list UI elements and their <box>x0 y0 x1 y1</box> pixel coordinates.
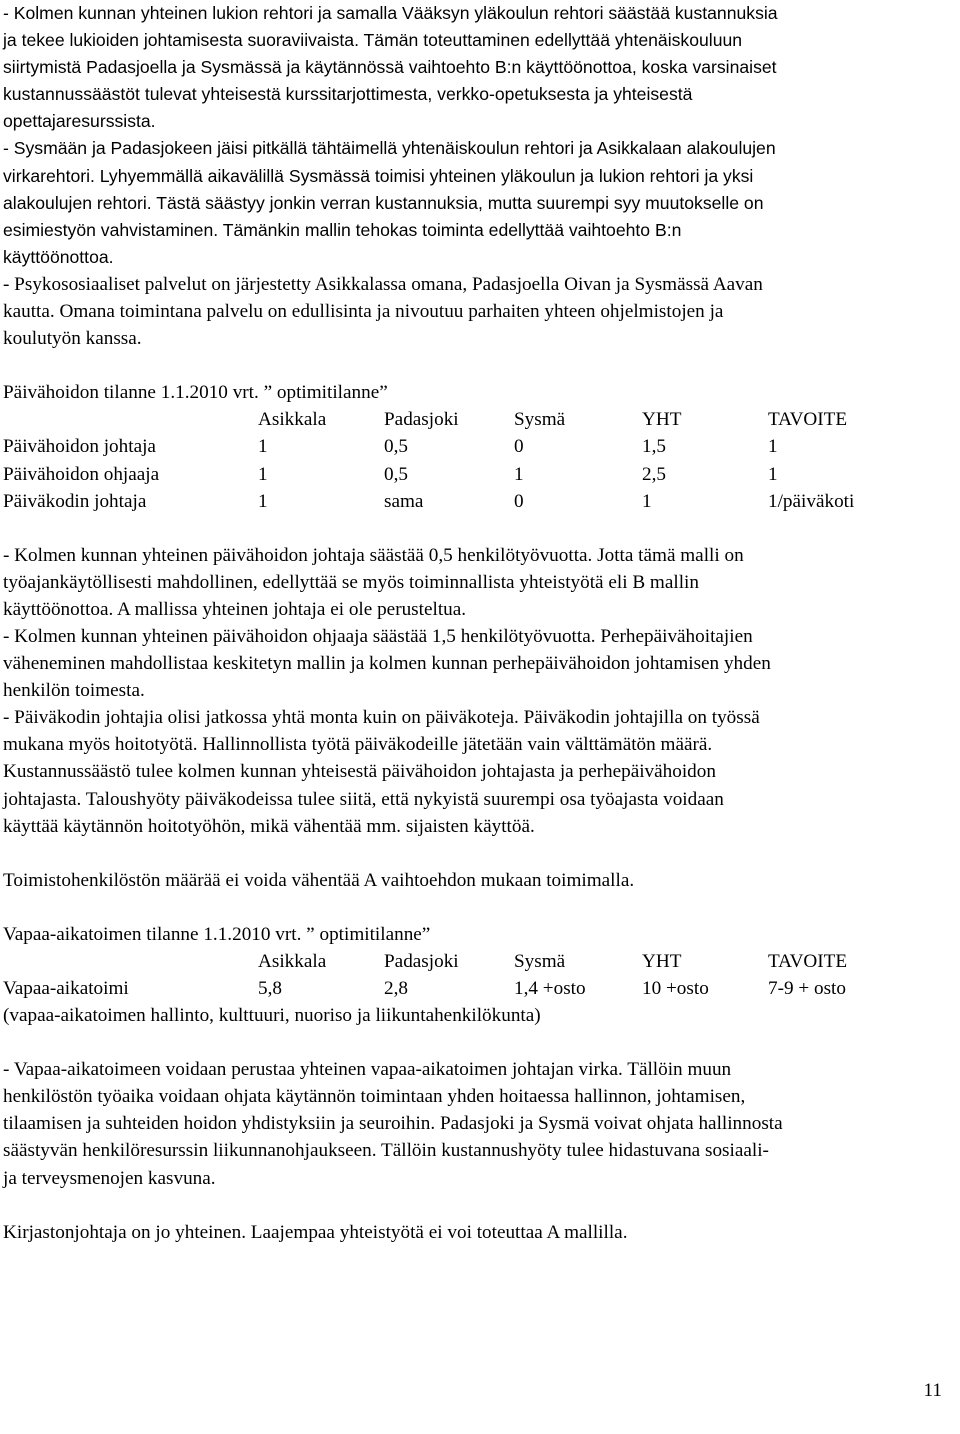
table-cell: 0 <box>514 436 524 458</box>
table-cell: Päiväkodin johtaja <box>3 490 147 512</box>
office-staff-note: Toimistohenkilöstön määrää ei voida vähentää A vaihtoehdon mukaan toimimalla. <box>3 869 635 891</box>
table-cell: 1 <box>768 463 778 485</box>
table-header-cell <box>3 948 258 975</box>
table-cell: 1 <box>514 463 524 485</box>
table-header-cell: TAVOITE <box>768 950 848 972</box>
paragraph-line: kustannussäästöt tulevat yhteisestä kurssitarjottimesta, verkko-opetuksesta ja yhteisestä <box>3 84 693 105</box>
paragraph-line: esimiestyön vahvistaminen. Tämänkin mallin tehokas toiminta edellyttää vaihtoehto B:n <box>3 219 682 240</box>
table-header-cell: Asikkala <box>258 409 327 431</box>
table-header-cell: Sysmä <box>514 409 566 431</box>
table-header-row <box>3 406 928 433</box>
table-header-row <box>3 948 928 975</box>
leisure-table <box>3 948 928 1002</box>
table-cell: 1,5 <box>642 436 666 458</box>
paragraph-line: tilaamisen ja suhteiden hoidon yhdistyksiin ja seuroihin. Padasjoki ja Sysmä voivat ohjata hallinnosta <box>3 1113 783 1135</box>
leisure-note: (vapaa-aikatoimen hallinto, kulttuuri, nuoriso ja liikuntahenkilökunta) <box>3 1005 541 1027</box>
table-cell: 1,4 +osto <box>514 978 586 999</box>
paragraph-line: virkarehtori. Lyhyemmällä aikavälillä Sysmässä toimisi yhteinen yläkoulun ja lukion rehtori ja yksi <box>3 165 754 186</box>
table-cell: Vapaa-aikatoimi <box>3 978 129 999</box>
table-cell: 1 <box>258 463 268 485</box>
table-row <box>3 433 928 460</box>
table-row <box>3 461 928 488</box>
page-number: 11 <box>923 1380 942 1401</box>
paragraph-line: - Kolmen kunnan yhteinen lukion rehtori ja samalla Vääksyn yläkoulun rehtori säästää kustannuksia <box>3 3 778 23</box>
paragraph-line: henkilöstön työaika voidaan ohjata käytännön toimintaan yhden hoitaessa hallinnon, johtamisen, <box>3 1086 746 1108</box>
table-cell: Päivähoidon johtaja <box>3 436 156 458</box>
paragraph-line: mukana myös hoitotyötä. Hallinnollista työtä päiväkodeille jätetään vain välttämätön määrä. <box>3 734 713 756</box>
leisure-heading: Vapaa-aikatoimen tilanne 1.1.2010 vrt. ” optimitilanne” <box>3 923 431 945</box>
intro-section <box>3 0 953 352</box>
table-cell: 2,8 <box>384 978 408 999</box>
paragraph-line: työajankäytöllisesti mahdollinen, edellyttää se myös toiminnallista yhteistyötä eli B mallin <box>3 571 699 593</box>
paragraph-line: - Kolmen kunnan yhteinen päivähoidon ohjaaja säästää 1,5 henkilötyövuotta. Perhepäivähoitajien <box>3 625 753 647</box>
table-row <box>3 488 928 515</box>
paragraph-line: - Psykososiaaliset palvelut on järjestetty Asikkalassa omana, Padasjoella Oivan ja Sysmässä Aavan <box>3 273 763 295</box>
table-header-cell: Sysmä <box>514 950 566 972</box>
table-header-cell <box>3 406 258 433</box>
table-header-cell: Padasjoki <box>384 409 459 431</box>
paragraph-line: Kustannussäästö tulee kolmen kunnan yhteisestä päivähoidon johtajasta ja perhepäivähoidon <box>3 761 716 783</box>
paragraph-line: käyttöönottoa. A mallissa yhteinen johtaja ei ole perusteltua. <box>3 598 467 620</box>
paragraph-line: väheneminen mahdollistaa keskitetyn mallin ja kolmen kunnan perhepäivähoidon johtamisen yhden <box>3 653 771 675</box>
table-cell: sama <box>384 490 424 512</box>
table-cell: 1/päiväkoti <box>768 490 855 512</box>
paragraph-line: johtajasta. Taloushyöty päiväkodeissa tulee siitä, että nykyistä suurempi osa työajasta voidaan <box>3 788 724 810</box>
paragraph-line: alakoulujen rehtori. Tästä säästyy jonkin verran kustannuksia, mutta suurempi syy muutokselle on <box>3 192 764 213</box>
table-header-cell: YHT <box>642 950 682 972</box>
daycare-table <box>3 406 928 514</box>
paragraph-line: koulutyön kanssa. <box>3 328 142 350</box>
paragraph-line: käyttöönottoa. <box>3 246 114 267</box>
table-cell: 7-9 + osto <box>768 978 846 999</box>
paragraph-line: kautta. Omana toimintana palvelu on edullisinta ja nivoutuu parhaiten yhteen ohjelmistojen ja <box>3 301 724 323</box>
paragraph-line: - Kolmen kunnan yhteinen päivähoidon johtaja säästää 0,5 henkilötyövuotta. Jotta tämä malli on <box>3 544 744 566</box>
daycare-heading: Päivähoidon tilanne 1.1.2010 vrt. ” optimitilanne” <box>3 382 388 404</box>
paragraph-line: - Vapaa-aikatoimeen voidaan perustaa yhteinen vapaa-aikatoimen johtajan virka. Tällöin muun <box>3 1059 732 1081</box>
table-cell: 1 <box>768 436 778 458</box>
paragraph-line: ja tekee lukioiden johtamisesta suoraviivaista. Tämän toteuttaminen edellyttää yhtenäiskouluun <box>3 30 743 51</box>
daycare-section <box>3 379 953 514</box>
paragraph-line: säästyvän henkilöresurssin liikunnanohjaukseen. Tällöin kustannushyöty tulee hidastuvana sosiaali- <box>3 1140 769 1162</box>
library-note: Kirjastonjohtaja on jo yhteinen. Laajempaa yhteistyötä ei voi toteuttaa A mallilla. <box>3 1221 628 1243</box>
document-page <box>3 0 953 1246</box>
leisure-text-section <box>3 1056 953 1191</box>
table-cell: 1 <box>642 490 652 512</box>
table-row <box>3 975 928 1002</box>
table-cell: 1 <box>258 436 268 458</box>
paragraph-line: - Päiväkodin johtajia olisi jatkossa yhtä monta kuin on päiväkoteja. Päiväkodin johtajilla on työssä <box>3 707 760 729</box>
table-cell: 1 <box>258 490 268 512</box>
table-header-cell: TAVOITE <box>768 409 848 431</box>
daycare-text-section <box>3 542 953 840</box>
table-header-cell: Asikkala <box>258 950 327 972</box>
paragraph-line: - Sysmään ja Padasjokeen jäisi pitkällä tähtäimellä yhtenäiskoulun rehtori ja Asikkalaan alakoulujen <box>3 138 776 159</box>
table-cell: 0 <box>514 490 524 512</box>
table-cell: 2,5 <box>642 463 666 485</box>
table-header-cell: YHT <box>642 409 682 431</box>
paragraph-line: käyttää käytännön hoitotyöhön, mikä vähentää mm. sijaisten käyttöä. <box>3 815 535 837</box>
table-cell: Päivähoidon ohjaaja <box>3 463 160 485</box>
leisure-section <box>3 921 953 1029</box>
table-header-cell: Padasjoki <box>384 950 459 972</box>
paragraph-line: henkilön toimesta. <box>3 680 145 702</box>
table-cell: 10 +osto <box>642 978 709 999</box>
table-cell: 0,5 <box>384 436 408 458</box>
table-cell: 5,8 <box>258 978 282 999</box>
paragraph-line: opettajaresurssista. <box>3 111 156 132</box>
table-cell: 0,5 <box>384 463 408 485</box>
paragraph-line: ja terveysmenojen kasvuna. <box>3 1167 216 1189</box>
paragraph-line: siirtymistä Padasjoella ja Sysmässä ja käytännössä vaihtoehto B:n käyttöönottoa, koska varsinaiset <box>3 57 777 78</box>
